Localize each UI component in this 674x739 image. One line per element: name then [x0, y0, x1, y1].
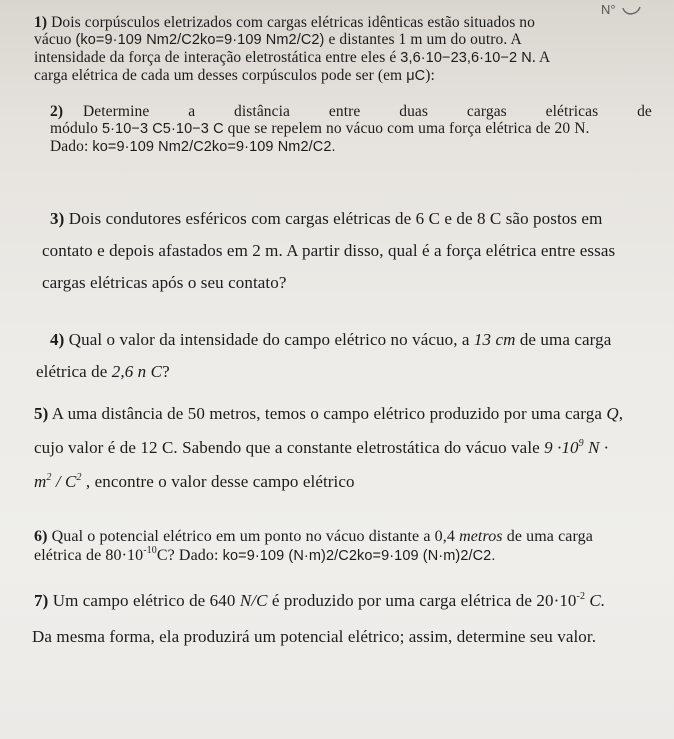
- question-3-text-1: Dois condutores esféricos com cargas elétricas de 6 C e de 8 C são postos em: [68, 209, 603, 228]
- question-6-line-2: [34, 546, 652, 566]
- question-1-text-4c: ):: [425, 67, 435, 84]
- charge-mantissa-6: 80·10: [105, 547, 144, 564]
- question-7-text-1a: Um campo elétrico de 640: [52, 591, 240, 610]
- question-3-text-3: cargas elétricas após o seu contato?: [42, 273, 287, 292]
- question-2-num-word: [50, 103, 149, 120]
- question-1-line-4: [34, 67, 652, 85]
- question-3: [42, 209, 652, 293]
- force-value-1: 3,6·10−23,6·10−2 N: [400, 50, 532, 66]
- question-3-text-2: contato e depois afastados em 2 m. A partir disso, qual é a força elétrica entre essas: [42, 241, 616, 260]
- question-1-text-1: Dois corpúsculos eletrizados com cargas elétricas idênticas estão situados no: [51, 14, 536, 31]
- question-1-line-2: [34, 31, 652, 49]
- charge-exponent-7: -2: [576, 591, 586, 602]
- unit-c: / C: [51, 472, 77, 491]
- question-4: [36, 330, 652, 382]
- charge-symbol-q: Q: [606, 404, 619, 423]
- question-1-text-3c: . A: [531, 49, 551, 66]
- question-2-word: de: [637, 103, 652, 120]
- question-2-word: cargas: [466, 103, 507, 120]
- distance-value-4: 13 cm: [473, 330, 516, 349]
- charge-formula-2: 5·10−3 C5·10−3 C: [101, 121, 224, 137]
- question-2-word: distância: [234, 103, 291, 120]
- constant-formula-1: (ko=9·109 Nm2/C2ko=9·109 Nm2/C2): [75, 32, 325, 48]
- question-6-text-2a: elétrica de: [34, 547, 106, 564]
- constant-formula-2: ko=9·109 Nm2/C2ko=9·109 Nm2/C2.: [92, 139, 336, 155]
- question-5-line-2: [34, 438, 652, 458]
- question-3-line-1: [50, 209, 652, 229]
- question-2-line-1: [50, 103, 652, 120]
- question-3-number: 3): [50, 209, 65, 228]
- question-5-line-1: [34, 404, 652, 424]
- question-4-text-2a: elétrica de: [36, 362, 112, 381]
- question-4-line-2: [36, 362, 652, 382]
- unit-coulomb-7: C.: [585, 591, 606, 610]
- question-6-text-2c: C? Dado:: [156, 547, 223, 564]
- question-1-text-2c: e distantes 1 m um do outro. A: [324, 31, 522, 48]
- question-4-line-1: [50, 330, 652, 350]
- question-7-number: 7): [34, 591, 49, 610]
- charge-value-4: 2,6 n C: [111, 362, 163, 381]
- question-3-line-3: [42, 273, 652, 293]
- unit-m-exponent: 2: [46, 472, 52, 483]
- question-1-text-3a: intensidade da força de interação eletrostática entre eles é: [34, 49, 401, 66]
- question-4-text-2c: ?: [162, 362, 170, 381]
- question-5-number: 5): [34, 404, 49, 423]
- unit-n-per-c: N/C: [239, 591, 268, 610]
- question-2: [50, 103, 652, 156]
- unit-microcoulomb: μC: [406, 68, 426, 84]
- question-4-number: 4): [50, 330, 65, 349]
- handwritten-number-sign: N°: [601, 2, 616, 17]
- constant-k-exponent: 9: [578, 438, 584, 449]
- question-2-word: entre: [328, 103, 361, 120]
- constant-formula-6: ko=9·109 (N·m)2/C2ko=9·109 (N·m)2/C2.: [222, 548, 496, 564]
- question-3-line-2: [42, 241, 652, 261]
- constant-k-mantissa: 9 ·10: [544, 438, 579, 457]
- question-5-text-1c: ,: [618, 404, 624, 423]
- question-1-text-4a: carga elétrica de cada um desses corpúsculos pode ser (em: [34, 67, 407, 84]
- question-1-line-1: [34, 14, 652, 31]
- question-2-word: a: [188, 103, 196, 120]
- question-5: [34, 404, 652, 492]
- unit-m: m: [34, 472, 47, 491]
- question-2-line-2: [50, 120, 652, 138]
- question-4-text-1c: de uma carga: [515, 330, 612, 349]
- question-6-text-1a: Qual o potencial elétrico em um ponto no vácuo distante a 0,4: [51, 528, 460, 545]
- question-2-text-2a: módulo: [50, 120, 102, 137]
- question-1-text-2a: vácuo: [34, 31, 76, 48]
- question-5-text-2a: cujo valor é de 12 C. Sabendo que a constante eletrostática do vácuo vale: [34, 438, 545, 457]
- question-2-line-3: [50, 138, 652, 156]
- question-2-text-3a: Dado:: [50, 138, 93, 155]
- unit-c-exponent: 2: [76, 472, 82, 483]
- question-5-text-3c: , encontre o valor desse campo elétrico: [81, 472, 355, 491]
- question-7: [34, 591, 652, 647]
- question-2-text-2c: que se repelem no vácuo com uma força elétrica de 20 N.: [223, 120, 590, 137]
- question-1-number: 1): [34, 14, 48, 31]
- charge-mantissa-7: 20·10: [536, 591, 577, 610]
- question-5-line-3: [34, 472, 652, 492]
- question-7-line-1: [34, 591, 652, 611]
- question-7-text-2: Da mesma forma, ela produzirá um potencial elétrico; assim, determine seu valor.: [32, 627, 597, 646]
- question-7-line-2: [32, 627, 652, 647]
- constant-k-unit-n: N ·: [583, 438, 609, 457]
- distance-unit-6: metros: [459, 528, 503, 545]
- charge-exponent-6: -10: [143, 545, 157, 556]
- question-7-text-1c: é produzido por uma carga elétrica de: [267, 591, 537, 610]
- question-1-line-3: [34, 49, 652, 67]
- question-2-word: elétricas: [545, 103, 599, 120]
- question-6-number: 6): [34, 528, 48, 545]
- question-2-word: Determine: [83, 103, 150, 120]
- question-5-text-1a: A uma distância de 50 metros, temos o campo elétrico produzido por uma carga: [51, 404, 607, 423]
- question-6-text-1c: de uma carga: [502, 528, 593, 545]
- question-1: [34, 14, 652, 85]
- question-6: [34, 527, 652, 566]
- question-6-line-1: [34, 527, 652, 546]
- question-2-number: 2): [50, 103, 64, 120]
- question-4-text-1a: Qual o valor da intensidade do campo elétrico no vácuo, a: [68, 330, 474, 349]
- question-2-word: duas: [399, 103, 429, 120]
